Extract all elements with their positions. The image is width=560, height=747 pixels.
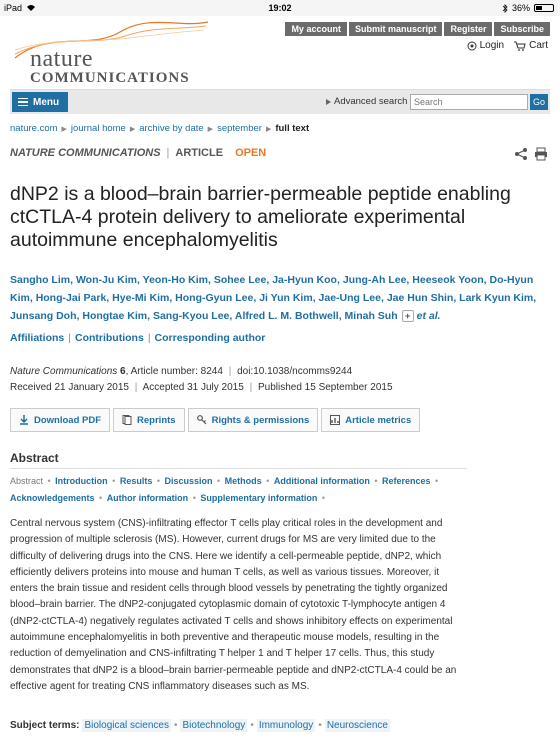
triangle-right-icon: ▶ [207,125,214,133]
bluetooth-icon [502,4,508,13]
article-title: dNP2 is a blood–brain barrier-permeable peptide enabling ctCTLA-4 protein delivery to ameliorate experimental autoimmune encephalomyelitis [10,183,511,251]
subject-terms: Subject terms: Biological sciences • Biotechnology • Immunology • Neuroscience [10,720,388,731]
download-icon [19,415,29,425]
rights-permissions-button[interactable] [188,408,319,432]
author-list: Sangho Lim, Won-Ju Kim, Yeon-Ho Kim, Sohee Lee, Ja-Hyun Koo, Jung-Ah Lee, Heeseok Yoon, Do-Hyun Kim, Hong-Jai Park, Hye-Mi Kim, Hong-Gyun Lee, Ji Yun Kim, Jae-Ung Lee, Jae Hun Shin, Lark Kyun Kim, Junsang Doh, Hongtae Kim, Sang-Kyou Lee, Alfred L. M. Bothwell, Minah Suh + et al. [10,274,537,322]
author-link[interactable]: Ji Yun Kim [259,292,313,304]
login-icon [467,41,477,51]
nature-communications-logo[interactable] [30,46,190,87]
reprints-icon [122,415,132,425]
section-nav-link[interactable]: Methods [224,476,262,486]
submit-manuscript-link[interactable]: Submit manuscript [349,22,443,36]
article-type: ARTICLE [175,147,224,159]
author-link[interactable]: Hong-Gyun Lee [175,292,254,304]
subscribe-link[interactable]: Subscribe [494,22,550,36]
battery-percent: 36% [511,3,530,13]
breadcrumb-item[interactable]: journal home [70,123,126,134]
article-metrics-label: Article metrics [345,414,412,426]
my-account-link[interactable]: My account [285,22,347,36]
received-date: Received 21 January 2015 [10,382,129,393]
citation-volume: 6 [120,366,126,377]
triangle-right-icon: ▶ [61,125,67,133]
author-link[interactable]: Jung-Ah Lee [342,274,407,286]
breadcrumb-current: full text [275,123,310,134]
triangle-right-icon: ▶ [265,125,272,133]
battery-icon [534,4,554,12]
subject-terms-label: Subject terms: [10,720,80,731]
print-icon[interactable] [534,147,548,161]
breadcrumb [10,123,309,134]
journal-name: NATURE COMMUNICATIONS [10,147,161,159]
corresponding-author-link[interactable]: Corresponding author [154,332,266,344]
author-link[interactable]: Won-Ju Kim [75,274,137,286]
citation-doi: doi:10.1038/ncomms9244 [237,366,353,377]
login-link[interactable] [467,40,504,51]
divider: | [166,147,170,159]
accepted-date: Accepted 31 July 2015 [142,382,244,393]
section-nav-link[interactable]: Author information [106,493,189,503]
search-input[interactable] [410,94,528,110]
author-link[interactable]: Heeseok Yoon [412,274,484,286]
section-nav-link[interactable]: Supplementary information [200,493,318,503]
citation-journal: Nature Communications [10,366,118,377]
citation-article-number: Article number: 8244 [130,366,223,377]
section-nav-link[interactable]: Discussion [164,476,213,486]
metrics-icon [330,415,340,425]
share-icon[interactable] [514,147,528,161]
expand-authors-icon[interactable]: + [402,310,414,322]
author-link[interactable]: Jae Hun Shin [386,292,454,304]
go-button[interactable]: Go [530,94,548,110]
author-link[interactable]: Jae-Ung Lee [318,292,381,304]
status-bar [0,0,560,16]
subject-term-link[interactable]: Neuroscience [326,720,388,731]
download-pdf-button[interactable] [10,408,110,432]
clock: 19:02 [268,3,292,13]
subject-term-link[interactable]: Biotechnology [182,720,246,731]
key-icon [197,415,207,425]
section-nav: Abstract • Introduction • Results • Discussion • Methods • Additional information • References • Acknowledgements • Author information • Supplementary information • [10,476,439,503]
author-link[interactable]: Sang-Kyou Lee [152,310,230,322]
author-link[interactable]: Sohee Lee [213,274,267,286]
login-label: Login [479,40,505,51]
divider [10,468,467,469]
et-al-link[interactable]: et al. [416,310,441,322]
section-nav-link[interactable]: Acknowledgements [10,493,95,503]
author-link[interactable]: Lark Kyun Kim [459,292,534,304]
author-link[interactable]: Ja-Hyun Koo [272,274,337,286]
register-link[interactable]: Register [444,22,492,36]
abstract-text: Central nervous system (CNS)-infiltrating effector T cells play critical roles in the development and progression of multiple sclerosis (MS). However, current drugs for MS are very limited due to the difficulty of delivering drugs into the CNS. Here we identify a cell-permeable peptide, dNP2, which efficiently delivers proteins into mouse and human T cells, as well as various tissues. Moreover, it enters the brain tissue and resident cells through blood vessels by penetrating the tightly organized blood–brain barrier. The dNP2-conjugated cytoplasmic domain of cytotoxic T-lymphocyte antigen 4 (dNP2-ctCTLA-4) negatively regulates activated T cells and shows inhibitory effects on experimental autoimmune encephalomyelitis in both preventive and therapeutic mouse models, resulting in the reduction of demyelination and CNS-infiltrating T helper 1 and T helper 17 cells. Thus, this study demonstrates that dNP2 is a blood–brain barrier-permeable peptide and dNP2-ctCTLA-4 could be an effective agent for treating CNS inflammatory diseases such as MS. [10,518,457,692]
cart-link[interactable] [514,40,548,51]
citation-block: Nature Communications 6, Article number: 8244 | doi:10.1038/ncomms9244 Received 21 January 2015 | Accepted 31 July 2015 | Published 15 September 2015 [10,366,393,393]
menu-label: Menu [33,96,60,108]
logo-line2: COMMUNICATIONS [30,70,190,86]
author-link[interactable]: Hye-Mi Kim [112,292,170,304]
author-link[interactable]: Hong-Jai Park [35,292,107,304]
cart-icon [514,41,526,51]
breadcrumb-item[interactable]: september [217,123,262,134]
section-nav-link[interactable]: Additional information [273,476,370,486]
triangle-right-icon [326,99,331,105]
article-actions [10,408,420,432]
reprints-button[interactable] [113,408,185,432]
contributions-link[interactable]: Contributions [74,332,144,344]
published-date: Published 15 September 2015 [257,382,393,393]
rights-permissions-label: Rights & permissions [211,414,310,426]
author-link[interactable]: Do-Hyun Kim [10,274,534,304]
author-link[interactable]: Sangho Lim [10,274,71,286]
subject-term-link[interactable]: Immunology [258,720,314,731]
triangle-right-icon: ▶ [129,125,136,133]
device-label: iPad [4,3,23,13]
section-nav-current: Abstract [10,476,44,486]
subject-term-link[interactable]: Biological sciences [84,720,169,731]
section-nav-link[interactable]: Introduction [55,476,108,486]
article-type-bar [10,147,266,159]
section-nav-link[interactable]: References [381,476,431,486]
author-info-links: Affiliations | Contributions | Corresponding author [10,332,266,344]
login-row [467,40,548,51]
site-header [10,16,550,90]
breadcrumb-item[interactable]: archive by date [139,123,204,134]
affiliations-link[interactable]: Affiliations [10,332,65,344]
menu-button[interactable] [12,92,68,112]
author-link[interactable]: Alfred L. M. Bothwell [234,310,339,322]
author-link[interactable]: Yeon-Ho Kim [142,274,208,286]
author-link[interactable]: Junsang Doh [10,310,77,322]
cart-label: Cart [529,40,548,51]
download-pdf-label: Download PDF [34,414,102,426]
open-access-badge: OPEN [235,147,267,159]
logo-line1: nature [30,46,93,72]
hamburger-icon [18,98,28,107]
author-link[interactable]: Minah Suh [344,310,398,322]
advanced-search-label: Advanced search [334,96,408,107]
reprints-label: Reprints [137,414,176,426]
top-links [285,22,550,36]
author-link[interactable]: Hongtae Kim [82,310,148,322]
nav-bar [10,90,550,114]
advanced-search-link[interactable] [326,96,407,107]
breadcrumb-item[interactable]: nature.com [10,123,58,134]
section-nav-link[interactable]: Results [119,476,153,486]
abstract-heading: Abstract [10,451,59,465]
article-metrics-button[interactable] [321,408,420,432]
